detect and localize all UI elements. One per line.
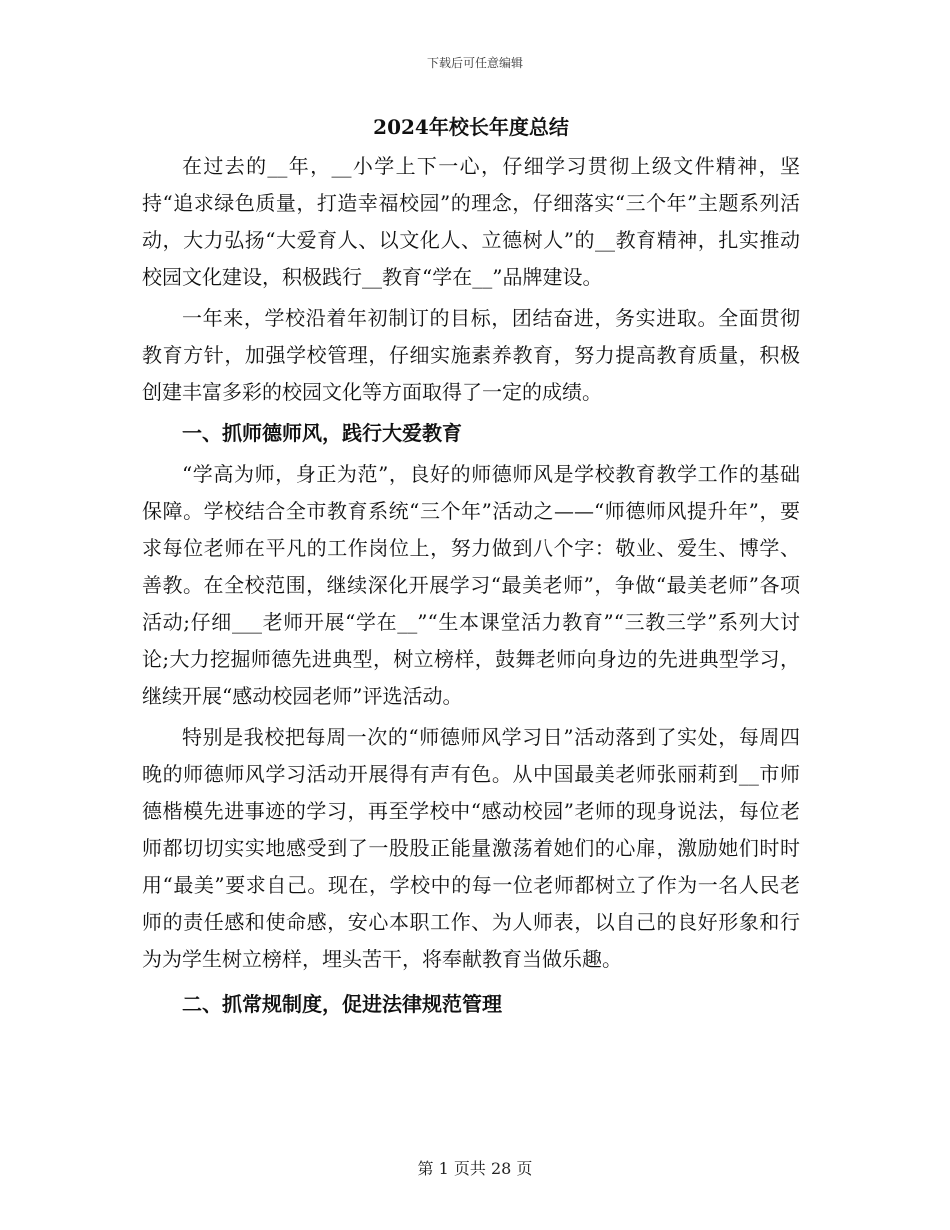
section-heading-2: 二、抓常规制度，促进法律规范管理 — [182, 992, 502, 1016]
page-number-footer: 第 1 页共 28 页 — [417, 1159, 533, 1178]
section-heading-1: 一、抓师德师风，践行大爱教育 — [182, 421, 462, 445]
section1-paragraph-1: “学高为师，身正为范”，良好的师德师风是学校教育教学工作的基础保障。学校结合全市教育系统“三个年”活动之——“师德师风提升年”，要求每位老师在平凡的工作岗位上，努力做到八个字：敬业、爱生、博学、善教。在全校范围，继续深化开展学习“最美老师”，争做“最美老师”各项活动;仔细___老师开展“学在__”“生本课堂活力教育”“三教三学”系列大讨论;大力挖掘师德先进典型，树立榜样，鼓舞老师向身边的先进典型学习，继续开展“感动校园老师”评选活动。 — [142, 462, 800, 708]
document-title: 2024年校长年度总结 — [373, 115, 569, 139]
section1-paragraph-2: 特别是我校把每周一次的“师德师风学习日”活动落到了实处，每周四晚的师德师风学习活动开展得有声有色。从中国最美老师张丽莉到__市师德楷模先进事迹的学习，再至学校中“感动校园”老师的现身说法，每位老师都切切实实地感受到了一股股正能量激荡着她们的心扉，激励她们时时用“最美”要求自己。现在，学校中的每一位老师都树立了作为一名人民老师的责任感和使命感，安心本职工作、为人师表，以自己的良好形象和行为为学生树立榜样，埋头苦干，将奉献教育当做乐趣。 — [142, 725, 800, 971]
document-body — [142, 110, 800, 1027]
intro-paragraph-2: 一年来，学校沿着年初制订的目标，团结奋进，务实进取。全面贯彻教育方针，加强学校管理，仔细实施素养教育，努力提高教育质量，积极创建丰富多彩的校园文化等方面取得了一定的成绩。 — [142, 306, 800, 404]
intro-paragraph-1: 在过去的__年，__小学上下一心，仔细学习贯彻上级文件精神，坚持“追求绿色质量，打造幸福校园”的理念，仔细落实“三个年”主题系列活动，大力弘扬“大爱育人、以文化人、立德树人”的__教育精神，扎实推动校园文化建设，积极践行__教育“学在__”品牌建设。 — [142, 154, 800, 289]
header-note: 下载后可任意编辑 — [426, 56, 523, 70]
